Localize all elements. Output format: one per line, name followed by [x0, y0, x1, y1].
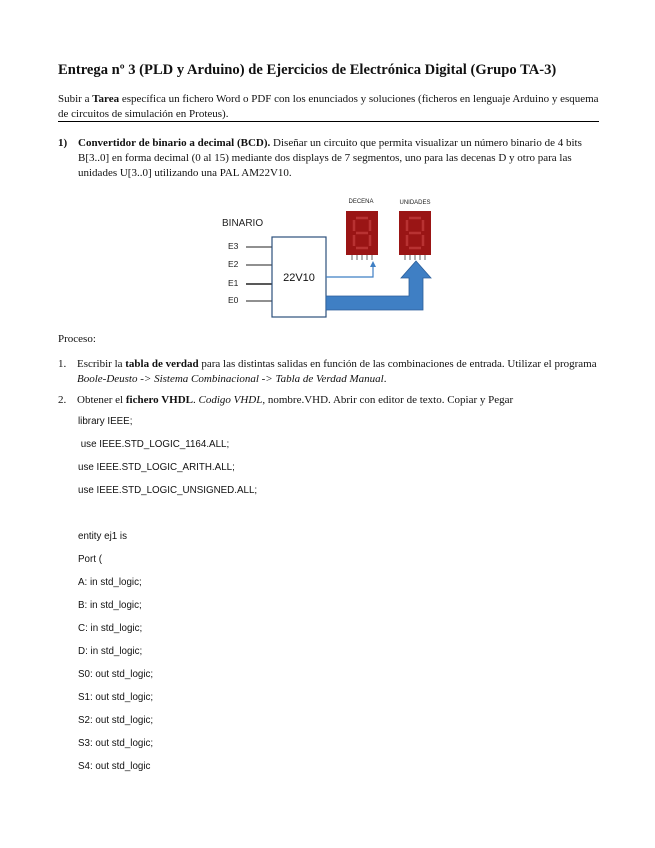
- code-line: use IEEE.STD_LOGIC_ARITH.ALL;: [78, 462, 235, 473]
- step-1-text: [77, 357, 603, 387]
- code-line: S4: out std_logic: [78, 761, 151, 772]
- code-line: library IEEE;: [78, 416, 133, 427]
- code-line: B: in std_logic;: [78, 600, 142, 611]
- step-1: [58, 357, 603, 387]
- code-line: S0: out std_logic;: [78, 669, 154, 680]
- step-1-number: 1.: [58, 358, 67, 370]
- code-line: D: in std_logic;: [78, 646, 143, 657]
- unidades-bus-arrow: [326, 261, 431, 310]
- code-line: Port (: [78, 554, 102, 565]
- input-labels: [228, 241, 239, 305]
- code-line: use IEEE.STD_LOGIC_UNSIGNED.ALL;: [78, 485, 258, 496]
- code-line: entity ej1 is: [78, 531, 128, 542]
- input-label-e3: E3: [228, 241, 239, 251]
- question-1-heading: Convertidor de binario a decimal (BCD).: [78, 137, 271, 149]
- step-2-text: [77, 393, 603, 408]
- step-1-text-italic: Boole-Deusto -> Sistema Combinacional -> Tabla de Verdad Manual: [77, 373, 384, 385]
- input-lines: [246, 247, 272, 301]
- circuit-diagram: [215, 192, 445, 322]
- step-2: [58, 393, 603, 408]
- intro-paragraph: [58, 92, 603, 122]
- proceso-label: Proceso:: [58, 333, 96, 345]
- question-1-description: Diseñar un circuito que permita visualizar un número binario de 4 bits B[3..0] en forma decimal (0 al 15) mediante dos displays de 7 segmentos, uno para las decenas D y otro para las unidades U[3..0] utilizando una PAL AM22V10.: [78, 137, 582, 179]
- step-2-text-bold: fichero VHDL: [125, 394, 193, 406]
- intro-text-pre: Subir a: [58, 93, 93, 105]
- input-label-e2: E2: [228, 259, 239, 269]
- unidades-display: [399, 211, 431, 260]
- code-line: use IEEE.STD_LOGIC_1164.ALL;: [78, 439, 230, 450]
- step-2-number: 2.: [58, 394, 67, 406]
- horizontal-rule: [58, 121, 599, 122]
- chip-label: 22V10: [283, 272, 315, 284]
- unidades-label: UNIDADES: [399, 200, 431, 206]
- decena-label: DECENA: [348, 199, 374, 205]
- step-1-text-pre: Escribir la: [77, 358, 126, 370]
- decena-display: [346, 211, 378, 260]
- question-1-number: 1): [58, 137, 68, 149]
- intro-text-bold: Tarea: [92, 93, 120, 105]
- input-label-e1: E1: [228, 278, 239, 288]
- code-line: S1: out std_logic;: [78, 692, 154, 703]
- step-1-text-mid: para las distintas salidas en función de las combinaciones de entrada. Utilizar el programa: [198, 358, 597, 370]
- document-title: Entrega nº 3 (PLD y Arduino) de Ejercicios de Electrónica Digital (Grupo TA-3): [58, 62, 557, 78]
- step-2-text-pre: Obtener el: [77, 394, 126, 406]
- step-2-text-post: , nombre.VHD. Abrir con editor de texto. Copiar y Pegar: [262, 394, 514, 406]
- code-line: C: in std_logic;: [78, 623, 143, 634]
- binario-label: BINARIO: [222, 218, 264, 229]
- question-1: [58, 136, 603, 181]
- step-1-text-post: .: [383, 373, 387, 385]
- decena-arrow-head: [370, 261, 376, 267]
- decena-connection-arrow: [326, 266, 373, 277]
- intro-text-post: específica un fichero Word o PDF con los enunciados y soluciones (ficheros en lenguaje Arduino y esquema de circuitos de simulación en Proteus).: [58, 93, 599, 120]
- step-2-text-italic: Codigo VHDL: [198, 394, 263, 406]
- code-line: S3: out std_logic;: [78, 738, 154, 749]
- step-1-text-bold: tabla de verdad: [125, 358, 199, 370]
- code-line: A: in std_logic;: [78, 577, 142, 588]
- code-line: S2: out std_logic;: [78, 715, 154, 726]
- step-2-text-mid: .: [193, 394, 199, 406]
- input-label-e0: E0: [228, 295, 239, 305]
- question-1-text: [78, 136, 603, 181]
